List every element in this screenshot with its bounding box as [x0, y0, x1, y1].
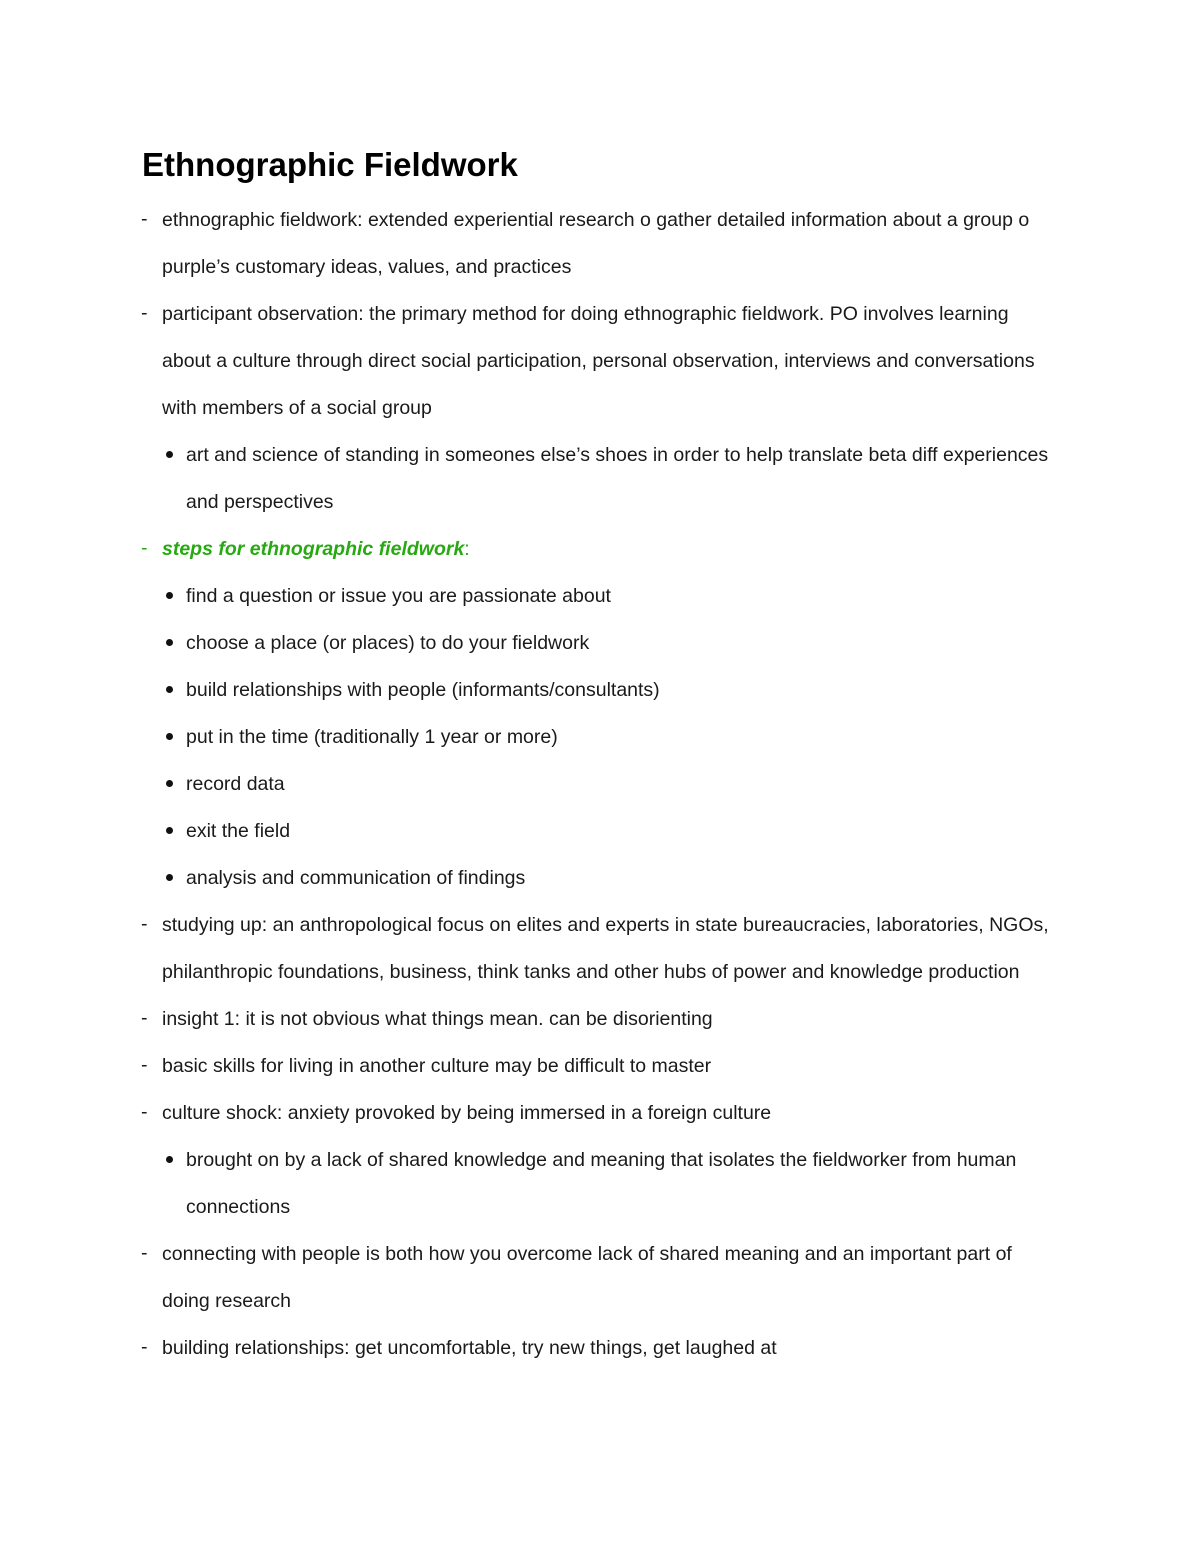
sub-list-item [0, 761, 1062, 808]
list-item-text: studying up: an anthropological focus on elites and experts in state bureaucracies, laboratories, NGOs, philanthropic foundations, business, think tanks and other hubs of power and knowledge production [162, 914, 1049, 983]
bullet-dot-icon [166, 639, 173, 646]
sub-list-item [0, 573, 1062, 620]
list-item-text: basic skills for living in another culture may be difficult to master [162, 1055, 712, 1077]
page-title: Ethnographic Fieldwork [142, 146, 518, 183]
bullet-dot-icon [166, 592, 173, 599]
dash-marker: - [141, 913, 148, 935]
dash-marker: - [141, 302, 148, 324]
list-item [0, 291, 1062, 432]
bullet-dot-icon [166, 780, 173, 787]
dash-marker: - [141, 1336, 148, 1358]
list-item [0, 902, 1062, 996]
list-item-suffix: : [464, 538, 470, 560]
list-item-text: record data [186, 773, 285, 795]
list-item-text: connecting with people is both how you overcome lack of shared meaning and an important part of doing research [162, 1243, 1012, 1312]
list-item-text: build relationships with people (informants/consultants) [186, 679, 660, 701]
bullet-dot-icon [166, 874, 173, 881]
list-item-text: ethnographic fieldwork: extended experiential research o gather detailed information about a group o purple’s customary ideas, values, and practices [162, 209, 1030, 278]
dash-marker: - [141, 208, 148, 230]
list-item-text: building relationships: get uncomfortable, try new things, get laughed at [162, 1337, 777, 1359]
dash-marker: - [141, 537, 148, 559]
list-item-text: insight 1: it is not obvious what things mean. can be disorienting [162, 1008, 713, 1030]
list-item-text: exit the field [186, 820, 291, 842]
list-item-text: participant observation: the primary method for doing ethnographic fieldwork. PO involves learning about a culture through direct social participation, personal observation, interviews and conversations with members of a social group [162, 303, 1035, 419]
sub-list-item [0, 855, 1062, 902]
dash-marker: - [141, 1007, 148, 1029]
dash-marker: - [141, 1242, 148, 1264]
list-item-text: find a question or issue you are passionate about [186, 585, 611, 607]
sub-list-item [0, 1137, 1062, 1231]
bullet-dot-icon [166, 686, 173, 693]
list-item [0, 526, 1062, 573]
list-item-text: steps for ethnographic fieldwork [162, 538, 465, 560]
list-item [0, 197, 1062, 291]
bullet-dot-icon [166, 451, 173, 458]
list-item-text: put in the time (traditionally 1 year or more) [186, 726, 558, 748]
list-item [0, 1231, 1062, 1325]
bullet-dot-icon [166, 733, 173, 740]
sub-list-item [0, 620, 1062, 667]
sub-list-item [0, 714, 1062, 761]
list-item [0, 996, 1062, 1043]
list-item-text: brought on by a lack of shared knowledge and meaning that isolates the fieldworker from human connections [186, 1149, 1017, 1218]
list-item [0, 1043, 1062, 1090]
sub-list-item [0, 667, 1062, 714]
notes-list [0, 197, 1200, 1372]
dash-marker: - [141, 1054, 148, 1076]
dash-marker: - [141, 1101, 148, 1123]
list-item [0, 1090, 1062, 1137]
bullet-dot-icon [166, 1156, 173, 1163]
list-item [0, 1325, 1062, 1372]
list-item-text: culture shock: anxiety provoked by being immersed in a foreign culture [162, 1102, 772, 1124]
list-item-text: analysis and communication of findings [186, 867, 526, 889]
list-item-text: choose a place (or places) to do your fieldwork [186, 632, 590, 654]
list-item-text: art and science of standing in someones else’s shoes in order to help translate beta diff experiences and perspectives [186, 444, 1049, 513]
sub-list-item [0, 432, 1062, 526]
bullet-dot-icon [166, 827, 173, 834]
sub-list-item [0, 808, 1062, 855]
